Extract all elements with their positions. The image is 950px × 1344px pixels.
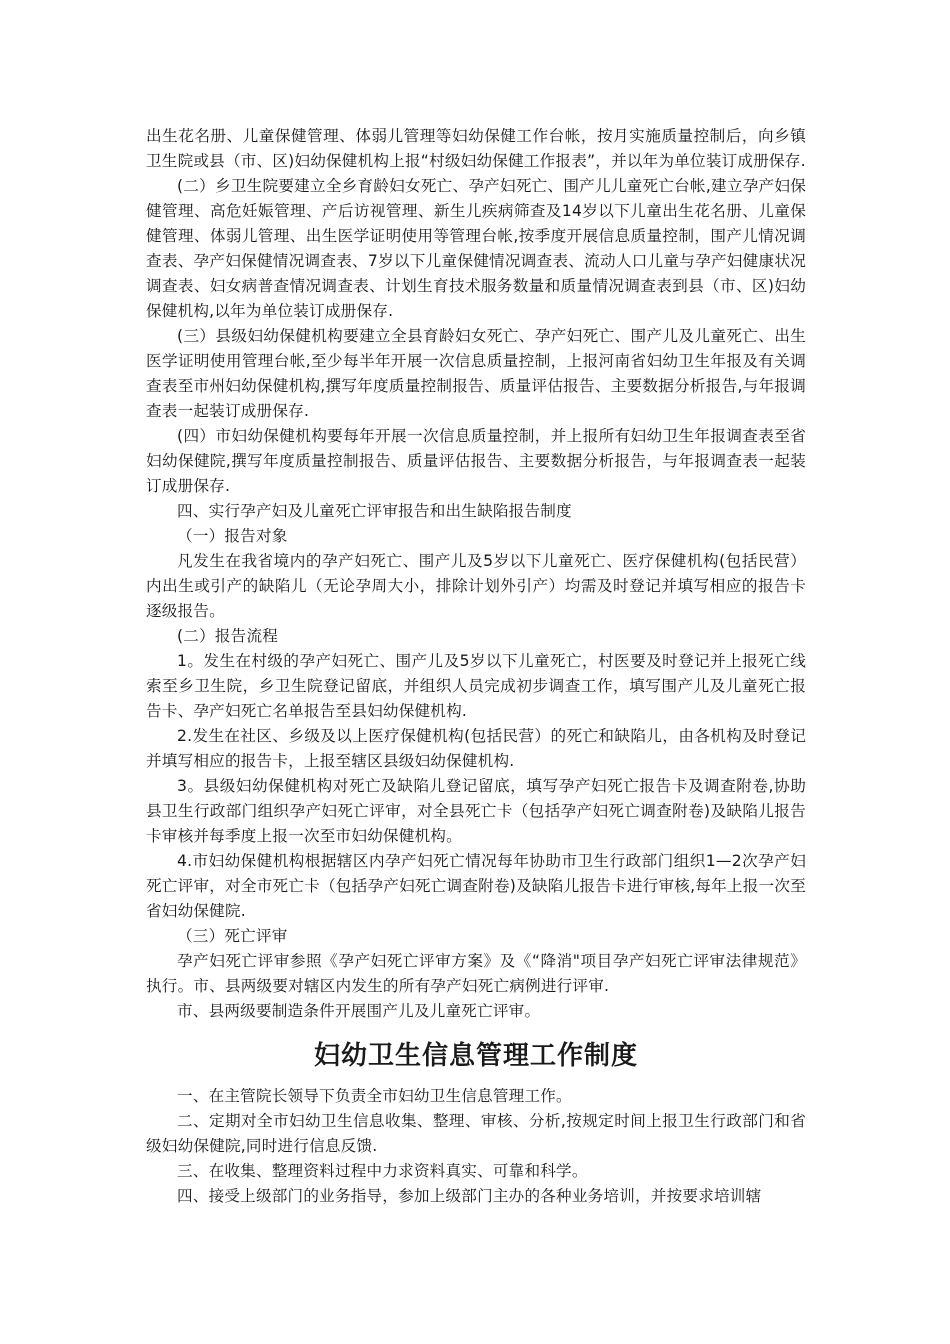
paragraph: 出生花名册、儿童保健管理、体弱儿管理等妇幼保健工作台帐，按月实施质量控制后，向乡镇卫生院或县（市、区)妇幼保健机构上报“村级妇幼保健工作报表”，并以年为单位装订成册保存. [146, 127, 806, 170]
paragraph: (二）乡卫生院要建立全乡育龄妇女死亡、孕产妇死亡、围产儿儿童死亡台帐,建立孕产妇保健管理、高危妊娠管理、产后访视管理、新生儿疾病筛查及14岁以下儿童出生花名册、儿童保健管理、体弱儿管理、出生医学证明使用等管理台帐,按季度开展信息质量控制，围产儿情况调查表、孕产妇保健情况调查表、7岁以下儿童保健情况调查表、流动人口儿童与孕产妇健康状况调查表、妇女病普查情况调查表、计划生育技术服务数量和质量情况调查表到县（市、区)妇幼保健机构,以年为单位装订成册保存. [146, 177, 806, 320]
paragraph: 四、接受上级部门的业务指导，参加上级部门主办的各种业务培训，并按要求培训辖 [177, 1187, 762, 1205]
list-item: 3。县级妇幼保健机构对死亡及缺陷儿登记留底，填写孕产妇死亡报告卡及调查附卷,协助县卫生行政部门组织孕产妇死亡评审，对全县死亡卡（包括孕产妇死亡调查附卷)及缺陷儿报告卡审核并每季度上报一次至市妇幼保健机构。 [146, 777, 806, 845]
paragraph: (四）市妇幼保健机构要每年开展一次信息质量控制，并上报所有妇幼卫生年报调查表至省妇幼保健院,撰写年度质量控制报告、质量评估报告、主要数据分析报告，与年报调查表一起装订成册保存. [146, 427, 806, 495]
paragraph: 凡发生在我省境内的孕产妇死亡、围产儿及5岁以下儿童死亡、医疗保健机构(包括民营）内出生或引产的缺陷儿（无论孕周大小，排除计划外引产）均需及时登记并填写相应的报告卡逐级报告。 [146, 552, 806, 620]
subsection-heading: (二）报告流程 [177, 627, 279, 645]
section-one [146, 124, 806, 1024]
list-item: 2.发生在社区、乡级及以上医疗保健机构(包括民营）的死亡和缺陷儿，由各机构及时登记并填写相应的报告卡，上报至辖区县级妇幼保健机构. [146, 727, 806, 770]
subsection-heading: （一）报告对象 [177, 527, 288, 545]
paragraph: 一、在主管院长领导下负责全市妇幼卫生信息管理工作。 [177, 1087, 572, 1105]
paragraph: 市、县两级要制造条件开展围产儿及儿童死亡评审。 [177, 1002, 541, 1020]
list-item: 1。发生在村级的孕产妇死亡、围产儿及5岁以下儿童死亡，村医要及时登记并上报死亡线索至乡卫生院，乡卫生院登记留底，并组织人员完成初步调查工作，填写围产儿及儿童死亡报告卡、孕产妇死亡名单报告至县妇幼保健机构. [146, 652, 806, 720]
document-page [146, 124, 806, 1209]
section-heading: 四、实行孕产妇及儿童死亡评审报告和出生缺陷报告制度 [177, 502, 572, 520]
paragraph: 二、定期对全市妇幼卫生信息收集、整理、审核、分析,按规定时间上报卫生行政部门和省级妇幼保健院,同时进行信息反馈. [146, 1112, 806, 1155]
document-title: 妇幼卫生信息管理工作制度 [313, 1041, 638, 1071]
paragraph: (三）县级妇幼保健机构要建立全县育龄妇女死亡、孕产妇死亡、围产儿及儿童死亡、出生医学证明使用管理台帐,至少每半年开展一次信息质量控制，上报河南省妇幼卫生年报及有关调查表至市州妇幼保健机构,撰写年度质量控制报告、质量评估报告、主要数据分析报告,与年报调查表一起装订成册保存. [146, 327, 806, 420]
section-two [146, 1084, 806, 1209]
paragraph: 三、在收集、整理资料过程中力求资料真实、可靠和科学。 [177, 1162, 588, 1180]
paragraph: 孕产妇死亡评审参照《孕产妇死亡评审方案》及《“降消"项目孕产妇死亡评审法律规范》执行。市、县两级要对辖区内发生的所有孕产妇死亡病例进行评审. [146, 952, 806, 995]
list-item: 4.市妇幼保健机构根据辖区内孕产妇死亡情况每年协助市卫生行政部门组织1—2次孕产妇死亡评审，对全市死亡卡（包括孕产妇死亡调查附卷)及缺陷儿报告卡进行审核,每年上报一次至省妇幼保健院. [146, 852, 806, 920]
subsection-heading: （三）死亡评审 [177, 927, 288, 945]
